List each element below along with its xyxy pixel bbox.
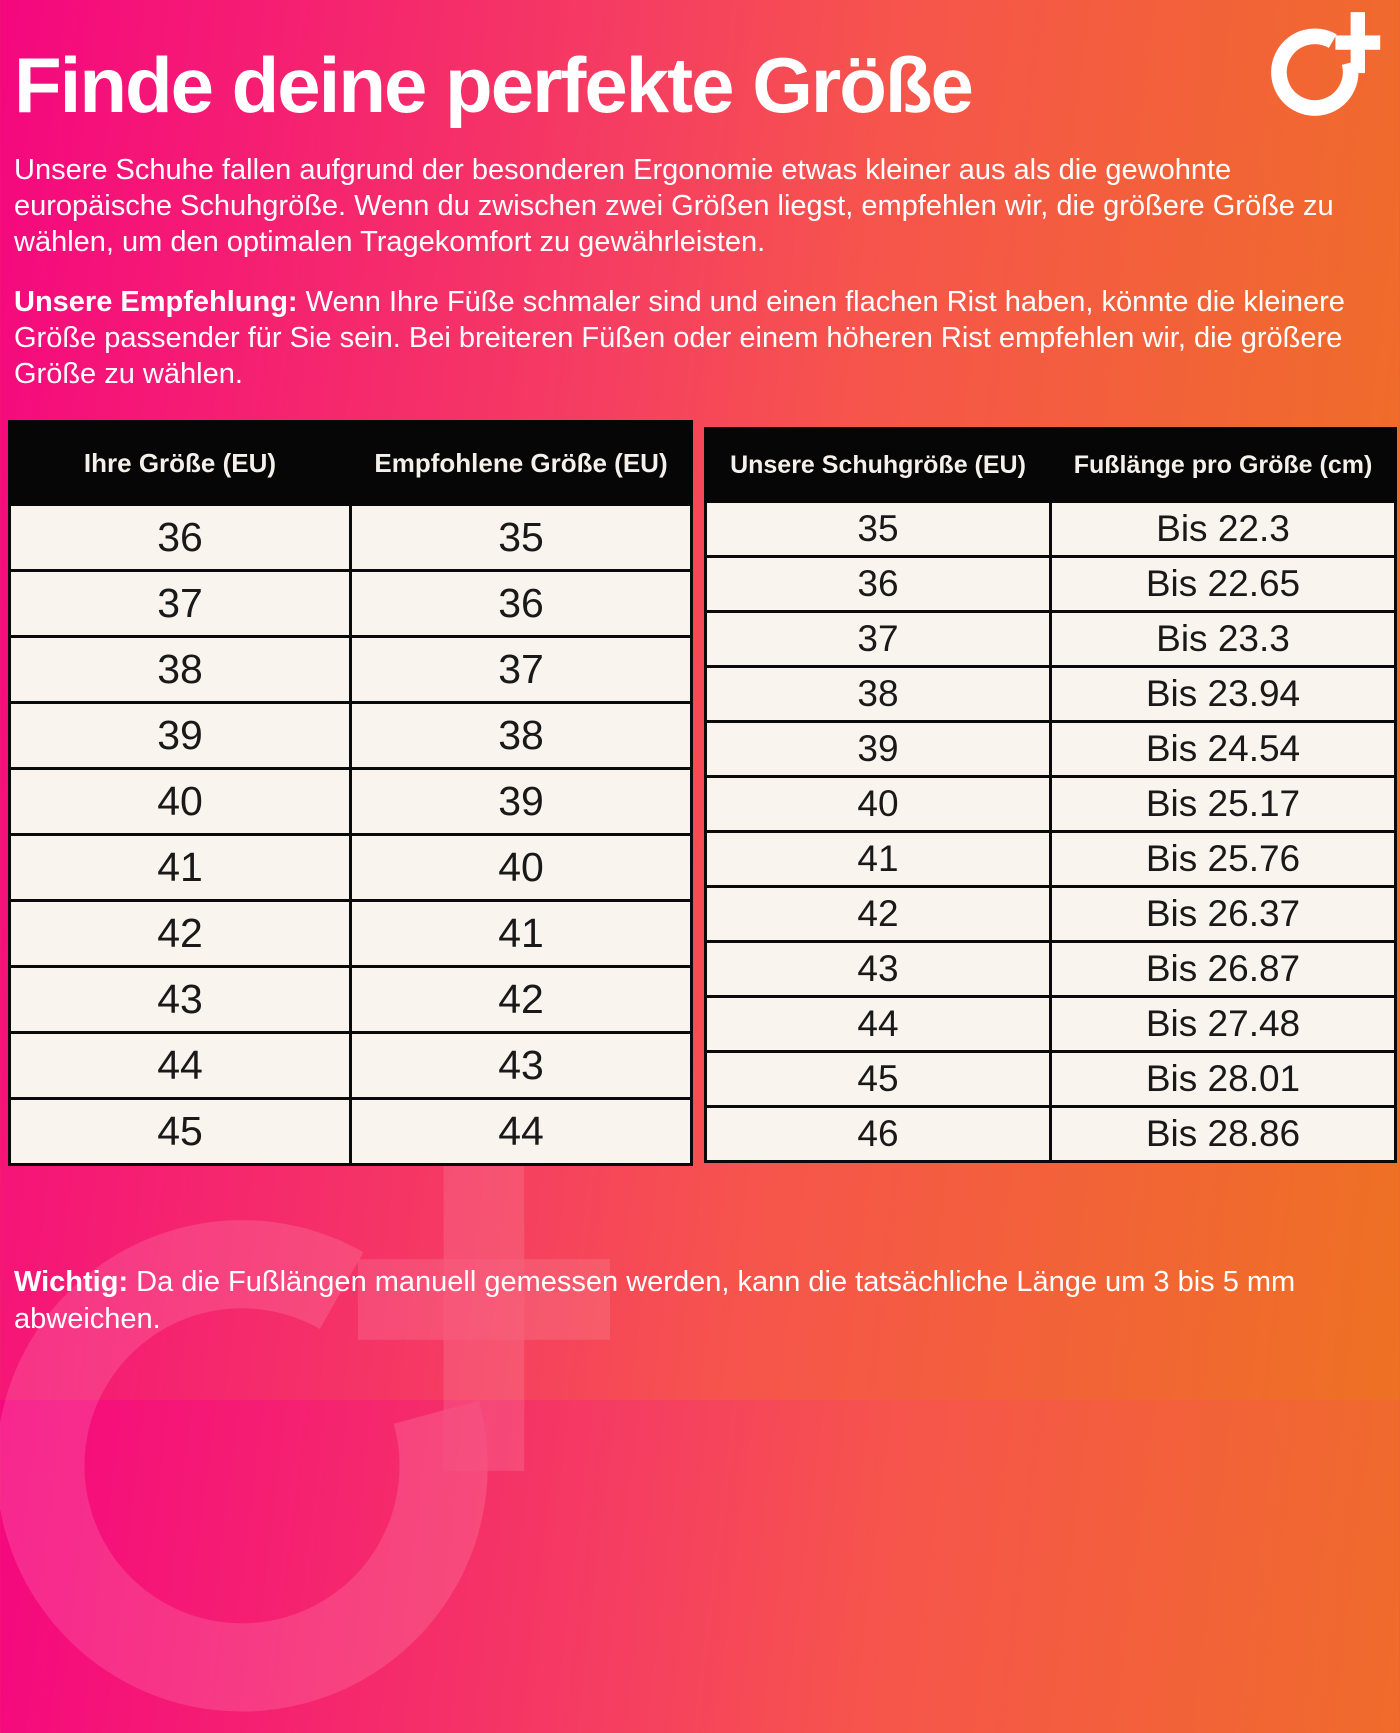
table-row — [10, 703, 692, 769]
table-row — [10, 967, 692, 1033]
table-cell: 42 — [10, 901, 351, 967]
footer-text: Da die Fußlängen manuell gemessen werden, kann die tatsächliche Länge um 3 bis 5 mm abweichen. — [14, 1266, 1296, 1335]
table-row — [10, 571, 692, 637]
table-cell: 45 — [10, 1099, 351, 1165]
table-row — [706, 832, 1396, 887]
table-cell: 35 — [706, 502, 1051, 557]
table-cell: Bis 23.94 — [1051, 667, 1396, 722]
table-cell: 39 — [351, 769, 692, 835]
table-row — [706, 777, 1396, 832]
table-row — [10, 637, 692, 703]
table-row — [706, 942, 1396, 997]
table-row — [706, 612, 1396, 667]
table-row — [706, 1107, 1396, 1162]
table-row — [10, 901, 692, 967]
table-cell: Bis 23.3 — [1051, 612, 1396, 667]
table-row — [706, 557, 1396, 612]
table-cell: 38 — [10, 637, 351, 703]
table-cell: Bis 25.17 — [1051, 777, 1396, 832]
table-cell: Bis 27.48 — [1051, 997, 1396, 1052]
table-cell: 40 — [706, 777, 1051, 832]
foot-length-table-container — [704, 427, 1397, 1163]
table-cell: 44 — [351, 1099, 692, 1165]
table-row — [10, 1099, 692, 1165]
table-row — [706, 502, 1396, 557]
column-header-your-size: Ihre Größe (EU) — [10, 422, 351, 505]
table-cell: 44 — [10, 1033, 351, 1099]
table-cell: 43 — [10, 967, 351, 1033]
foot-length-table-body — [706, 502, 1396, 1162]
table-cell: Bis 26.37 — [1051, 887, 1396, 942]
table-cell: 43 — [706, 942, 1051, 997]
table-row — [706, 887, 1396, 942]
recommendation-label: Unsere Empfehlung: — [14, 286, 298, 318]
table-cell: 41 — [10, 835, 351, 901]
table-cell: 42 — [351, 967, 692, 1033]
table-cell: Bis 22.3 — [1051, 502, 1396, 557]
brand-logo-icon — [1270, 10, 1382, 120]
table-cell: Bis 28.86 — [1051, 1107, 1396, 1162]
column-header-shoe-size: Unsere Schuhgröße (EU) — [706, 429, 1051, 502]
table-cell: 46 — [706, 1107, 1051, 1162]
table-cell: 41 — [351, 901, 692, 967]
foot-length-table — [704, 427, 1397, 1163]
recommendation-text: Wenn Ihre Füße schmaler sind und einen flachen Rist haben, könnte die kleinere Größe passender für Sie sein. Bei breiteren Füßen oder einem höheren Rist empfehlen wir, die größere Größe zu wählen. — [14, 286, 1345, 390]
table-cell: 38 — [351, 703, 692, 769]
table-cell: 38 — [706, 667, 1051, 722]
size-conversion-table — [8, 420, 693, 1166]
table-cell: 43 — [351, 1033, 692, 1099]
table-cell: 37 — [706, 612, 1051, 667]
table-cell: 36 — [706, 557, 1051, 612]
table-row — [10, 1033, 692, 1099]
footer-note — [14, 1264, 1384, 1338]
table-cell: 44 — [706, 997, 1051, 1052]
table-row — [706, 997, 1396, 1052]
table-row — [10, 835, 692, 901]
size-conversion-table-container — [8, 420, 693, 1166]
table-cell: 39 — [706, 722, 1051, 777]
brand-watermark-icon — [0, 1118, 620, 1733]
tables-region — [8, 420, 1397, 1166]
table-cell: 37 — [351, 637, 692, 703]
size-conversion-table-head — [10, 422, 692, 505]
table-cell: 36 — [351, 571, 692, 637]
page-title: Finde deine perfekte Größe — [14, 41, 972, 129]
table-cell: 39 — [10, 703, 351, 769]
table-cell: Bis 22.65 — [1051, 557, 1396, 612]
footer-label: Wichtig: — [14, 1266, 129, 1298]
table-row — [706, 667, 1396, 722]
table-cell: 35 — [351, 505, 692, 571]
header-row — [10, 422, 692, 505]
column-header-foot-length: Fußlänge pro Größe (cm) — [1051, 429, 1396, 502]
table-row — [10, 769, 692, 835]
table-cell: 37 — [10, 571, 351, 637]
table-cell: 40 — [351, 835, 692, 901]
header-row — [706, 429, 1396, 502]
table-row — [706, 1052, 1396, 1107]
table-cell: Bis 25.76 — [1051, 832, 1396, 887]
table-cell: 45 — [706, 1052, 1051, 1107]
table-row — [706, 722, 1396, 777]
table-cell: 40 — [10, 769, 351, 835]
table-row — [10, 505, 692, 571]
column-header-recommended-size: Empfohlene Größe (EU) — [351, 422, 692, 505]
intro-paragraph — [14, 152, 1394, 260]
table-cell: 36 — [10, 505, 351, 571]
intro-text: Unsere Schuhe fallen aufgrund der besonderen Ergonomie etwas kleiner aus als die gewohnte europäische Schuhgröße. Wenn du zwischen zwei Größen liegst, empfehlen wir, die größere Größe zu wählen, um den optimalen Tragekomfort zu gewährleisten. — [14, 154, 1334, 258]
table-cell: Bis 28.01 — [1051, 1052, 1396, 1107]
foot-length-table-head — [706, 429, 1396, 502]
table-cell: 42 — [706, 887, 1051, 942]
table-cell: Bis 26.87 — [1051, 942, 1396, 997]
table-cell: Bis 24.54 — [1051, 722, 1396, 777]
size-conversion-table-body — [10, 505, 692, 1165]
recommendation-paragraph — [14, 284, 1394, 392]
table-cell: 41 — [706, 832, 1051, 887]
